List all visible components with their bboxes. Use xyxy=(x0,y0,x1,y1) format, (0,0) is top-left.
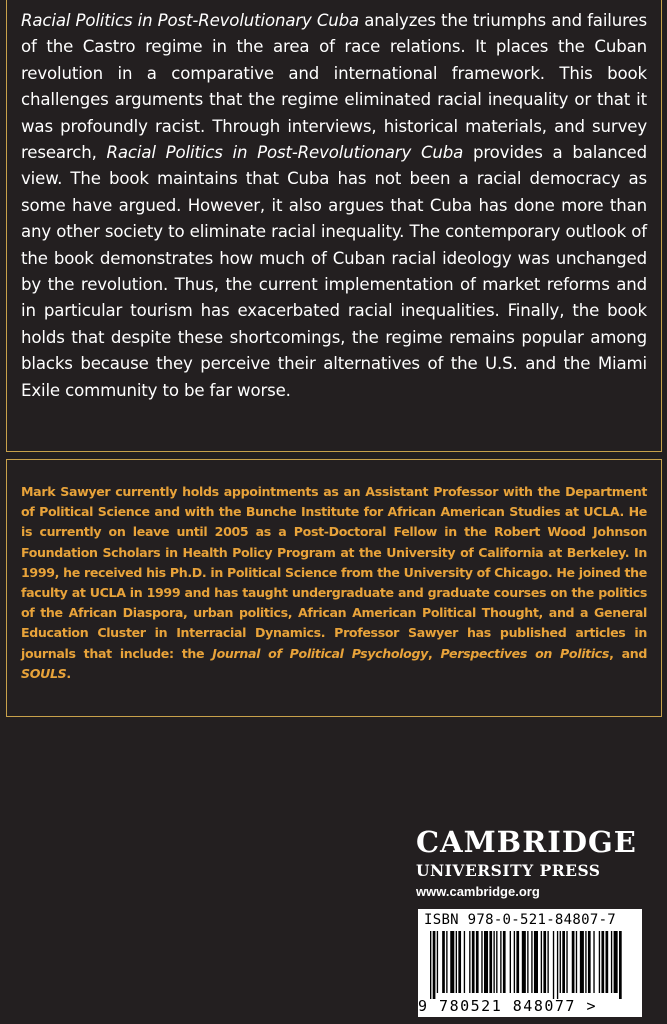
barcode-bar xyxy=(464,931,465,993)
book-description xyxy=(21,8,647,404)
barcode-bar xyxy=(560,931,561,993)
publisher-logo xyxy=(416,826,646,901)
barcode-bar xyxy=(458,931,461,993)
journal-name-2: Perspectives on Politics xyxy=(440,645,610,661)
description-text-2: provides a balanced view. The book maintains that Cuba has not been a racial democracy as some have argued. However, it also argues that Cuba has done more than any other society to eliminate racial inequality. The contemporary outlook of the book demonstrates how much of Cuban racial ideology was unchanged by the revolution. Thus, the current implementation of market reforms and in particular tourism has exacerbated racial inequalities. Finally, the book holds that despite these shortcomings, the regime remains popular among blacks because they perceive their alternatives of the U.S. and the Miami Exile community to be far worse. xyxy=(21,143,647,400)
bio-separator-2: , and xyxy=(609,645,647,661)
book-title: Racial Politics in Post-Revolutionary Cuba xyxy=(21,11,360,30)
barcode-bar xyxy=(601,931,604,993)
barcode-bar xyxy=(619,931,622,999)
isbn-digits: 9 780521 848077 > xyxy=(418,997,598,1015)
barcode-bar xyxy=(543,931,546,993)
barcode-bar xyxy=(534,931,538,993)
barcode-bar xyxy=(442,931,445,993)
barcode-bar xyxy=(588,931,591,993)
barcode-bar xyxy=(580,931,584,993)
publisher-subtitle: UNIVERSITY PRESS xyxy=(416,861,601,880)
barcode-bar xyxy=(527,931,528,993)
barcode-bars xyxy=(418,931,642,999)
barcode-bar xyxy=(593,931,594,993)
barcode-bar xyxy=(585,931,586,993)
barcode-bar xyxy=(510,931,511,993)
barcode-bar xyxy=(469,931,470,993)
publisher-name: CAMBRIDGE xyxy=(416,825,637,859)
barcode-bar xyxy=(472,931,475,993)
barcode-bar xyxy=(522,931,526,993)
barcode-bar xyxy=(430,931,431,999)
barcode-bar xyxy=(599,931,600,993)
barcode-bar xyxy=(484,931,488,993)
barcode-bar xyxy=(493,931,494,993)
barcode-bar xyxy=(450,931,454,993)
barcode-bar xyxy=(481,931,482,993)
bio-text: Mark Sawyer currently holds appointments as an Assistant Professor with the Department of Political Science and with the Bunche Institute for African American Studies at UCLA. He is currently on leave until 2005 as a Post-Doctoral Fellow in the Robert Wood Johnson Foundation Scholars in Health Policy Program at the University of California at Berkeley. In 1999, he received his Ph.D. in Political Science from the University of Chicago. He joined the faculty at UCLA in 1999 and has taught undergraduate and graduate courses on the politics of the African Diaspora, urban politics, African American Political Thought, and a General Education Cluster in Interracial Dynamics. Professor Sawyer has published articles in journals that include: the xyxy=(21,484,647,661)
barcode-bar xyxy=(566,931,567,993)
book-title-repeat: Racial Politics in Post-Revolutionary Cuba xyxy=(106,143,464,163)
barcode-bar xyxy=(489,931,492,993)
barcode-bar xyxy=(576,931,577,993)
barcode-bar xyxy=(476,931,479,993)
description-text-1: analyzes the triumphs and failures of the Castro regime in the area of race relations. It places the Cuban revolution in a comparative and international framework. This book challenges arguments that the regime eliminated racial inequality or that it was profoundly racist. Through interviews, historical materials, and survey research, xyxy=(21,11,647,163)
barcode-bar xyxy=(514,931,515,993)
barcode xyxy=(418,909,642,1017)
barcode-bar xyxy=(500,931,501,993)
isbn-label: ISBN 978-0-521-84807-7 xyxy=(424,912,617,928)
barcode-bar xyxy=(562,931,565,993)
barcode-bar xyxy=(606,931,609,993)
author-bio xyxy=(21,482,647,684)
barcode-bar xyxy=(553,931,554,999)
bio-separator-1: , xyxy=(427,645,441,661)
barcode-bar xyxy=(572,931,575,993)
barcode-bar xyxy=(433,931,436,999)
barcode-bar xyxy=(547,931,548,993)
journal-name-3: SOULS xyxy=(21,665,67,681)
barcode-bar xyxy=(446,931,447,993)
description-panel xyxy=(6,0,662,452)
journal-name-1: Journal of Political Psychology xyxy=(212,645,428,661)
barcode-bar xyxy=(541,931,542,993)
barcode-bar xyxy=(437,931,438,993)
barcode-bar xyxy=(503,931,506,993)
barcode-bar xyxy=(557,931,558,999)
publisher-url: www.cambridge.org xyxy=(416,884,540,899)
barcode-bar xyxy=(456,931,457,993)
bio-end: . xyxy=(66,665,71,681)
barcode-bar xyxy=(496,931,497,993)
barcode-bar xyxy=(611,931,612,993)
author-bio-panel xyxy=(6,459,662,717)
barcode-bar xyxy=(531,931,532,993)
barcode-bar xyxy=(614,931,618,993)
barcode-bar xyxy=(516,931,519,993)
